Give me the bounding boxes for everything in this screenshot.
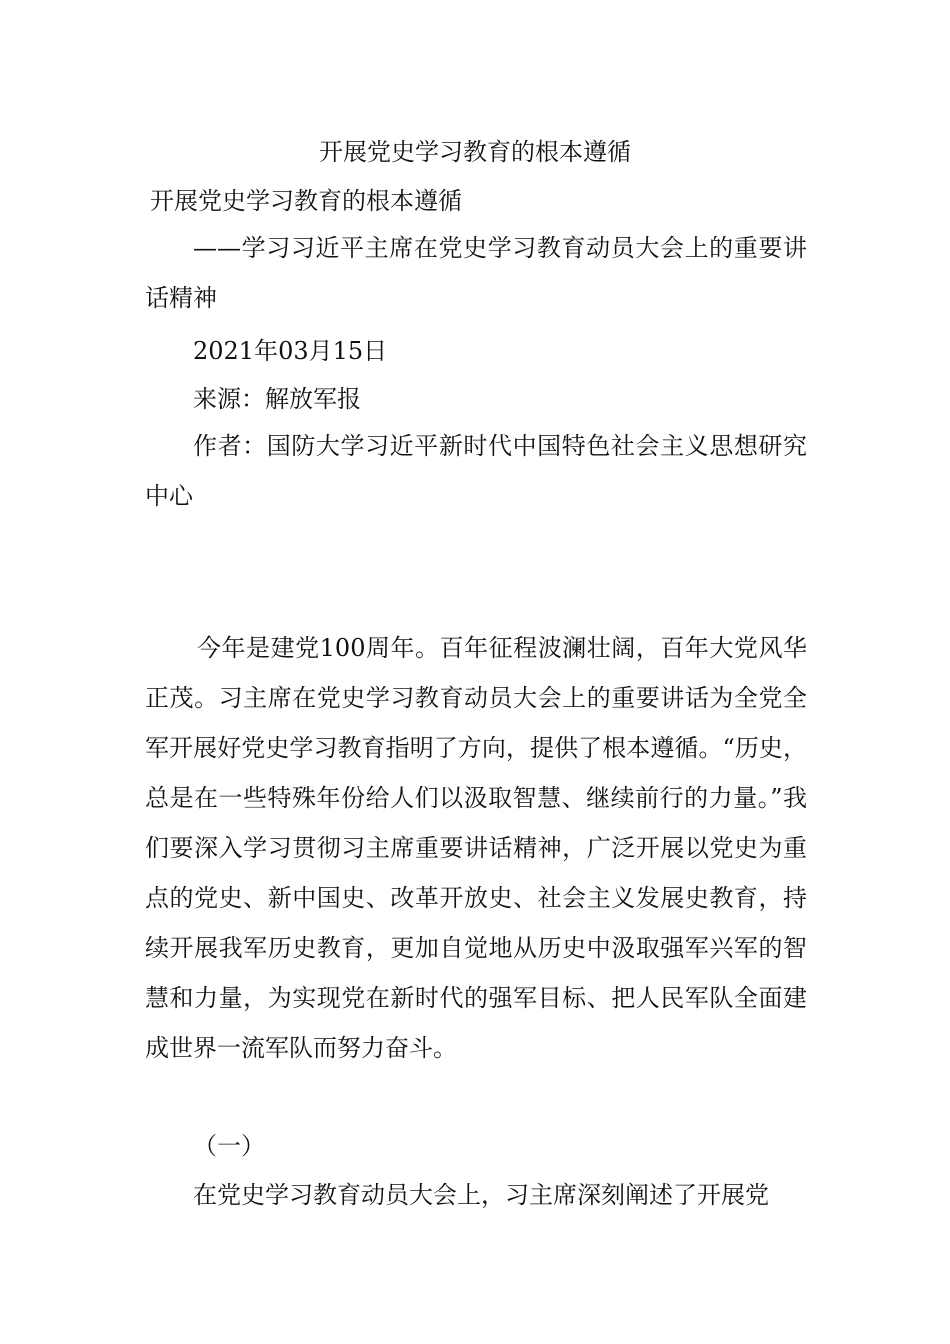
article-subtitle: ——学习习近平主席在党史学习教育动员大会上的重要讲话精神	[145, 234, 807, 312]
body-paragraph: 在党史学习教育动员大会上，习主席深刻阐述了开展党	[193, 1181, 769, 1209]
publish-date: 2021年03月15日	[193, 337, 388, 365]
body-paragraph: 今年是建党100周年。百年征程波澜壮阔，百年大党风华正茂。习主席在党史学习教育动员大会上的重要讲话为全党全军开展好党史学习教育指明了方向，提供了根本遵循。“历史，总是在一些特殊年份给人们以汲取智慧、继续前行的力量。”我们要深入学习贯彻习主席重要讲话精神，广泛开展以党史为重点的党史、新中国史、改革开放史、社会主义发展史教育，持续开展我军历史教育，更加自觉地从历史中汲取强军兴军的智慧和力量，为实现党在新时代的强军目标、把人民军队全面建成世界一流军队而努力奋斗。	[145, 634, 807, 1062]
section-heading: （一）	[193, 1132, 265, 1160]
document-main-title: 开展党史学习教育的根本遵循	[319, 138, 631, 166]
article-title: 开展党史学习教育的根本遵循	[150, 187, 462, 215]
article-source: 来源：解放军报	[193, 385, 361, 413]
article-author: 作者：国防大学习近平新时代中国特色社会主义思想研究中心	[145, 432, 807, 510]
